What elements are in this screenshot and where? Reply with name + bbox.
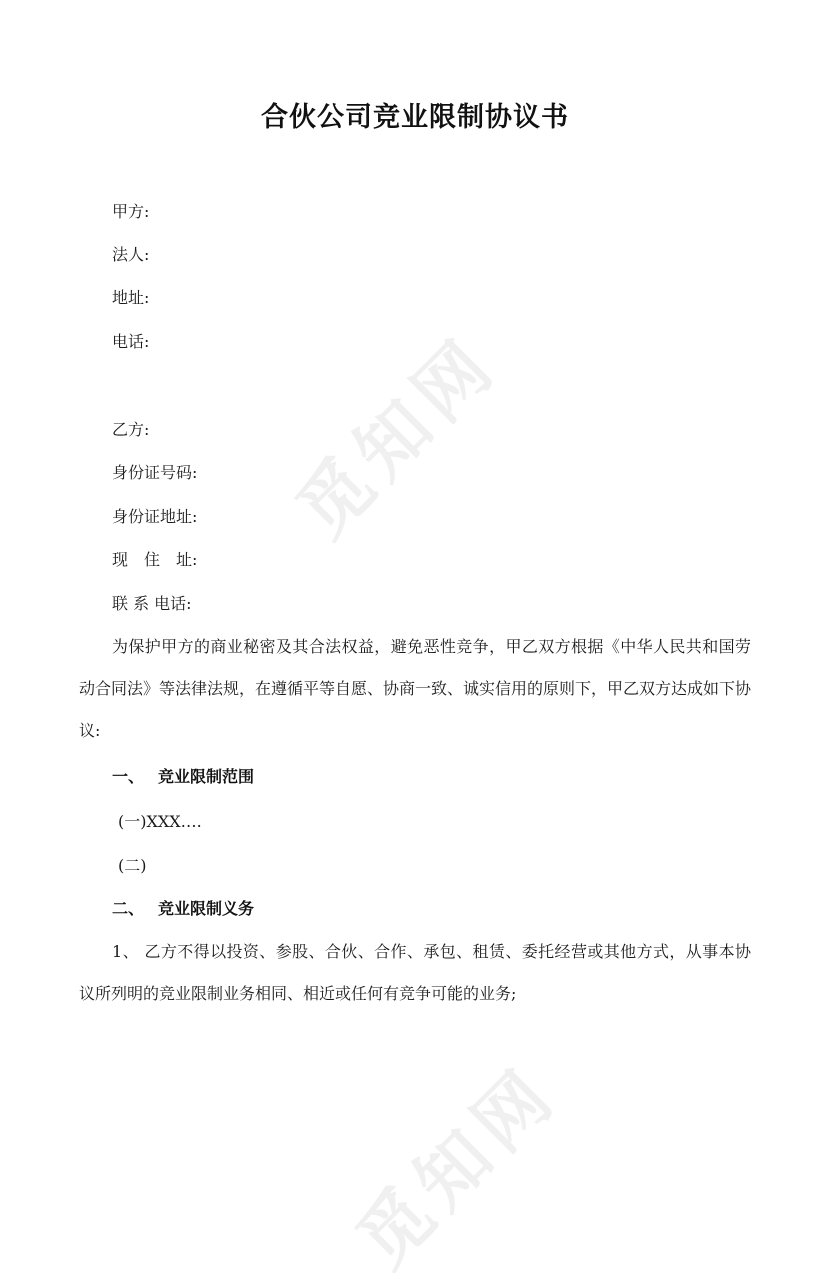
section-2-clause-1: 1、 乙方不得以投资、参股、合伙、合作、承包、租赁、委托经营或其他方式，从事本协议所列明的竞业限制业务相同、相近或任何有竞争可能的业务; — [79, 942, 751, 1003]
watermark-bottom: 觅知网 — [340, 1049, 574, 1283]
watermark: 觅知网 — [280, 319, 514, 553]
party-a-phone: 电话: — [112, 332, 150, 351]
section-2-title: 竞业限制义务 — [158, 899, 255, 918]
party-b-id-number: 身份证号码: — [112, 463, 198, 482]
party-b-id-address: 身份证地址: — [112, 507, 198, 526]
party-b-label: 乙方: — [112, 420, 150, 439]
section-1-item-1: (一)XXX…. — [118, 812, 202, 831]
document-title: 合伙公司竞业限制协议书 — [261, 102, 569, 133]
section-2-heading — [112, 899, 254, 919]
party-b-current-address: 现 住 址: — [112, 550, 198, 569]
party-a-address: 地址: — [112, 288, 150, 307]
section-1-title: 竞业限制范围 — [158, 767, 255, 786]
preamble-paragraph: 为保护甲方的商业秘密及其合法权益，避免恶性竞争，甲乙双方根据《中华人民共和国劳动合同法》等法律法规，在遵循平等自愿、协商一致、诚实信用的原则下，甲乙双方达成如下协议: — [79, 637, 752, 740]
party-b-contact-phone: 联 系 电话: — [112, 594, 192, 613]
section-2-number: 二、 — [112, 899, 145, 918]
section-1-heading — [112, 767, 254, 787]
section-1-number: 一、 — [112, 767, 145, 786]
party-a-label: 甲方: — [112, 202, 150, 221]
section-1-item-2: (二) — [118, 856, 147, 875]
party-a-legal-person: 法人: — [112, 245, 150, 264]
